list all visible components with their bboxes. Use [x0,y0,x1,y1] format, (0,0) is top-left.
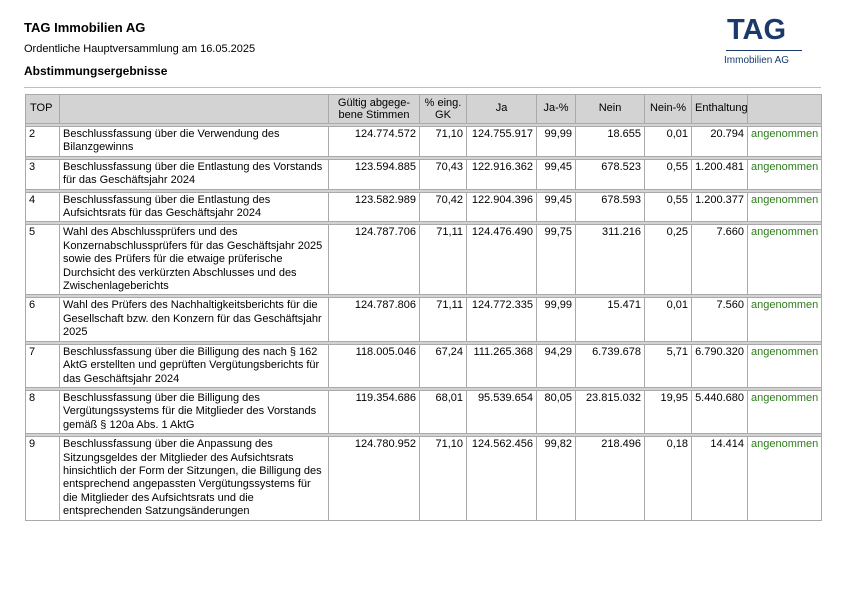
cell-nein-pct: 0,01 [645,127,692,157]
cell-ja: 111.265.368 [467,344,537,387]
table-row [26,437,822,520]
col-header-result [748,95,822,124]
cell-description: Beschlussfassung über die Billigung des nach § 162 AktG erstellten und geprüften Vergütungsberichts für das Geschäftsjahr 2024 [60,344,329,387]
cell-enthaltung: 7.560 [692,298,748,341]
table-row [26,159,822,189]
cell-ja: 122.904.396 [467,192,537,222]
cell-enthaltung: 14.414 [692,437,748,520]
cell-ja: 122.916.362 [467,159,537,189]
cell-description: Beschlussfassung über die Billigung des Vergütungssystems für die Mitglieder des Vorstands gemäß § 120a Abs. 1 AktG [60,390,329,433]
cell-result: angenommen [748,225,822,295]
col-header-ja: Ja [467,95,537,124]
cell-enthaltung: 20.794 [692,127,748,157]
table-row [26,225,822,295]
page-title: Abstimmungsergebnisse [24,64,168,78]
results-table [25,94,822,521]
header-divider [24,87,821,88]
cell-result: angenommen [748,159,822,189]
cell-result: angenommen [748,127,822,157]
cell-ja-pct: 99,82 [537,437,576,520]
table-row [26,298,822,341]
cell-nein: 18.655 [576,127,645,157]
cell-nein: 678.523 [576,159,645,189]
cell-top: 3 [26,159,60,189]
cell-enthaltung: 5.440.680 [692,390,748,433]
cell-ja: 124.476.490 [467,225,537,295]
col-header-description [60,95,329,124]
cell-enthaltung: 1.200.377 [692,192,748,222]
cell-result: angenommen [748,344,822,387]
cell-valid-votes: 123.594.885 [329,159,420,189]
table-row [26,390,822,433]
tag-logo [722,14,806,70]
cell-top: 4 [26,192,60,222]
cell-ja: 95.539.654 [467,390,537,433]
cell-nein: 218.496 [576,437,645,520]
cell-valid-votes: 118.005.046 [329,344,420,387]
cell-top: 2 [26,127,60,157]
cell-top: 9 [26,437,60,520]
cell-nein-pct: 0,01 [645,298,692,341]
cell-ja-pct: 99,75 [537,225,576,295]
cell-nein: 6.739.678 [576,344,645,387]
cell-valid-votes: 124.780.952 [329,437,420,520]
cell-nein: 23.815.032 [576,390,645,433]
cell-description: Beschlussfassung über die Entlastung des Vorstands für das Geschäftsjahr 2024 [60,159,329,189]
cell-nein-pct: 0,55 [645,192,692,222]
cell-result: angenommen [748,192,822,222]
results-body [26,124,822,521]
cell-nein: 678.593 [576,192,645,222]
cell-pct-gk: 71,10 [420,437,467,520]
col-header-pct-gk-text: % eing. GK [424,97,462,121]
cell-ja: 124.755.917 [467,127,537,157]
cell-top: 5 [26,225,60,295]
cell-nein: 311.216 [576,225,645,295]
meeting-subtitle: Ordentliche Hauptversammlung am 16.05.2025 [24,43,256,55]
cell-top: 6 [26,298,60,341]
cell-ja: 124.772.335 [467,298,537,341]
cell-valid-votes: 123.582.989 [329,192,420,222]
cell-pct-gk: 71,10 [420,127,467,157]
company-name: TAG Immobilien AG [24,20,146,35]
col-header-valid-votes [329,95,420,124]
col-header-ja-pct: Ja-% [537,95,576,124]
cell-result: angenommen [748,298,822,341]
cell-nein-pct: 0,18 [645,437,692,520]
logo-subtitle: Immobilien AG [724,55,790,66]
cell-ja-pct: 94,29 [537,344,576,387]
table-row [26,344,822,387]
cell-nein: 15.471 [576,298,645,341]
col-header-pct-gk [420,95,467,124]
cell-description: Wahl des Prüfers des Nachhaltigkeitsberichts für die Gesellschaft bzw. den Konzern für das Geschäftsjahr 2025 [60,298,329,341]
cell-pct-gk: 70,42 [420,192,467,222]
col-header-enthaltung: Enthaltung [692,95,748,124]
cell-enthaltung: 1.200.481 [692,159,748,189]
cell-ja: 124.562.456 [467,437,537,520]
cell-ja-pct: 99,45 [537,159,576,189]
cell-result: angenommen [748,390,822,433]
cell-description: Beschlussfassung über die Entlastung des Aufsichtsrats für das Geschäftsjahr 2024 [60,192,329,222]
logo-wordmark: TAG [727,14,787,46]
cell-top: 8 [26,390,60,433]
cell-top: 7 [26,344,60,387]
cell-enthaltung: 7.660 [692,225,748,295]
cell-nein-pct: 0,55 [645,159,692,189]
cell-valid-votes: 124.787.706 [329,225,420,295]
cell-pct-gk: 68,01 [420,390,467,433]
cell-valid-votes: 119.354.686 [329,390,420,433]
table-row [26,192,822,222]
cell-pct-gk: 70,43 [420,159,467,189]
cell-valid-votes: 124.787.806 [329,298,420,341]
cell-nein-pct: 5,71 [645,344,692,387]
cell-description: Beschlussfassung über die Anpassung des Sitzungsgeldes der Mitglieder des Aufsichtsrats hinsichtlich der Form der Sitzungen, die Billigung des entsprechend angepassten Vergütungssystems für die Mitglieder des Aufsichtsrats und die entsprechenden Satzungsänderungen [60,437,329,520]
col-header-top: TOP [26,95,60,124]
cell-pct-gk: 71,11 [420,298,467,341]
col-header-nein: Nein [576,95,645,124]
cell-description: Wahl des Abschlussprüfers und des Konzernabschlussprüfers für das Geschäftsjahr 2025 sowie des Prüfers für die etwaige prüferische Durchsicht des verkürzten Abschlusses und des Zwischenlageberichts [60,225,329,295]
cell-result: angenommen [748,437,822,520]
cell-pct-gk: 71,11 [420,225,467,295]
col-header-nein-pct: Nein-% [645,95,692,124]
cell-ja-pct: 99,45 [537,192,576,222]
table-header-row [26,95,822,124]
cell-description: Beschlussfassung über die Verwendung des Bilanzgewinns [60,127,329,157]
logo-underline [726,50,802,51]
cell-nein-pct: 0,25 [645,225,692,295]
col-header-valid-votes-text: Gültig abgege- bene Stimmen [337,97,411,121]
cell-pct-gk: 67,24 [420,344,467,387]
cell-ja-pct: 80,05 [537,390,576,433]
cell-valid-votes: 124.774.572 [329,127,420,157]
cell-nein-pct: 19,95 [645,390,692,433]
cell-enthaltung: 6.790.320 [692,344,748,387]
table-row [26,127,822,157]
cell-ja-pct: 99,99 [537,298,576,341]
cell-ja-pct: 99,99 [537,127,576,157]
